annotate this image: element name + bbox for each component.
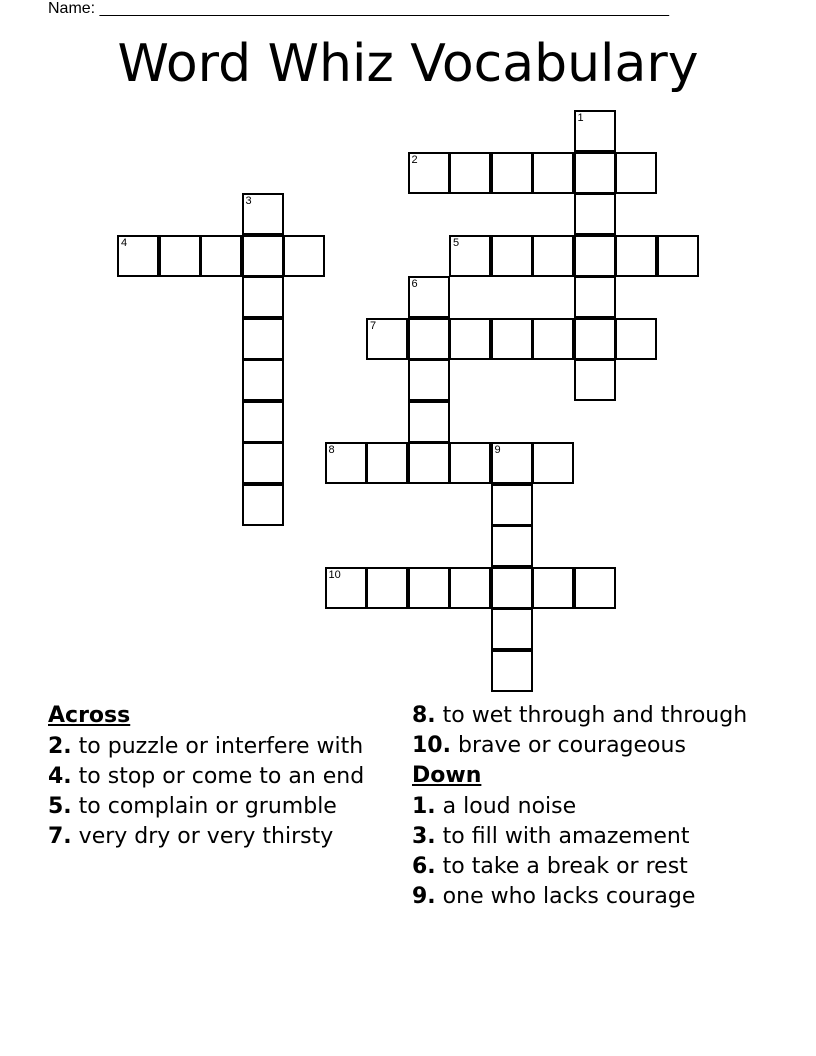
clue-number-label: 3	[245, 195, 252, 207]
crossword-cell[interactable]	[242, 442, 284, 484]
crossword-cell[interactable]	[532, 442, 574, 484]
crossword-cell[interactable]	[408, 276, 450, 318]
crossword-cell[interactable]	[491, 484, 533, 526]
crossword-cell[interactable]	[242, 235, 284, 277]
crossword-cell[interactable]	[574, 110, 616, 152]
crossword-cell[interactable]	[615, 235, 657, 277]
crossword-cell[interactable]	[491, 525, 533, 567]
crossword-cell[interactable]	[657, 235, 699, 277]
crossword-cell[interactable]	[408, 318, 450, 360]
clue-number-label: 8	[328, 444, 335, 456]
crossword-cell[interactable]	[449, 152, 491, 194]
clues-right-column	[412, 703, 772, 914]
across-heading: Across	[48, 703, 131, 728]
clue-down-9: 9. one who lacks courage	[412, 884, 696, 909]
crossword-cell[interactable]	[242, 359, 284, 401]
clue-across-8: 8. to wet through and through	[412, 703, 748, 728]
crossword-cell[interactable]	[449, 442, 491, 484]
crossword-cell[interactable]	[242, 318, 284, 360]
crossword-cell[interactable]	[283, 235, 325, 277]
crossword-cell[interactable]	[615, 152, 657, 194]
clue-down-3: 3. to fill with amazement	[412, 824, 690, 849]
crossword-cell[interactable]	[366, 318, 408, 360]
crossword-cell[interactable]	[117, 235, 159, 277]
clue-across-7: 7. very dry or very thirsty	[48, 824, 334, 849]
clue-number-label: 9	[494, 444, 501, 456]
clue-number-label: 1	[577, 112, 584, 124]
puzzle-title: Word Whiz Vocabulary	[117, 34, 699, 94]
crossword-cell[interactable]	[325, 442, 367, 484]
down-heading: Down	[412, 763, 482, 788]
clue-down-1: 1. a loud noise	[412, 794, 577, 819]
crossword-cell[interactable]	[491, 235, 533, 277]
crossword-cell[interactable]	[449, 235, 491, 277]
crossword-cell[interactable]	[491, 318, 533, 360]
clue-down-6: 6. to take a break or rest	[412, 854, 688, 879]
crossword-cell[interactable]	[366, 567, 408, 609]
crossword-cell[interactable]	[242, 276, 284, 318]
crossword-cell[interactable]	[491, 567, 533, 609]
crossword-cell[interactable]	[159, 235, 201, 277]
clue-across-2: 2. to puzzle or interfere with	[48, 734, 364, 759]
clue-across-5: 5. to complain or grumble	[48, 794, 337, 819]
crossword-cell[interactable]	[574, 567, 616, 609]
crossword-cell[interactable]	[615, 318, 657, 360]
crossword-cell[interactable]	[532, 235, 574, 277]
clue-number-label: 5	[453, 236, 460, 249]
crossword-cell[interactable]	[449, 567, 491, 609]
crossword-cell[interactable]	[449, 318, 491, 360]
crossword-cell[interactable]	[242, 484, 284, 526]
crossword-cell[interactable]	[408, 359, 450, 401]
crossword-cell[interactable]	[574, 152, 616, 194]
crossword-cell[interactable]	[408, 442, 450, 484]
crossword-cell[interactable]	[200, 235, 242, 277]
crossword-cell[interactable]	[574, 276, 616, 318]
clue-number-label: 10	[328, 568, 341, 581]
crossword-cell[interactable]	[491, 442, 533, 484]
name-label: Name:	[48, 0, 96, 17]
clues-left-column	[48, 703, 378, 854]
crossword-cell[interactable]	[325, 567, 367, 609]
crossword-cell[interactable]	[242, 401, 284, 443]
crossword-cell[interactable]	[242, 193, 284, 235]
clue-number-label: 6	[411, 278, 418, 290]
clue-number-label: 7	[370, 319, 377, 332]
crossword-cell[interactable]	[574, 235, 616, 277]
crossword-cell[interactable]	[574, 318, 616, 360]
crossword-cell[interactable]	[532, 567, 574, 609]
crossword-cell[interactable]	[491, 608, 533, 650]
clue-number-label: 2	[411, 153, 418, 166]
crossword-cell[interactable]	[574, 359, 616, 401]
crossword-cell[interactable]	[574, 193, 616, 235]
crossword-cell[interactable]	[532, 318, 574, 360]
crossword-cell[interactable]	[366, 442, 408, 484]
clue-number-label: 4	[121, 236, 128, 249]
crossword-cell[interactable]	[491, 650, 533, 692]
crossword-cell[interactable]	[408, 401, 450, 443]
name-line: ________________________________________________________________	[99, 0, 670, 17]
crossword-cell[interactable]	[491, 152, 533, 194]
crossword-cell[interactable]	[532, 152, 574, 194]
crossword-cell[interactable]	[408, 567, 450, 609]
clue-across-10: 10. brave or courageous	[412, 733, 686, 758]
clue-across-4: 4. to stop or come to an end	[48, 764, 365, 789]
crossword-cell[interactable]	[408, 152, 450, 194]
